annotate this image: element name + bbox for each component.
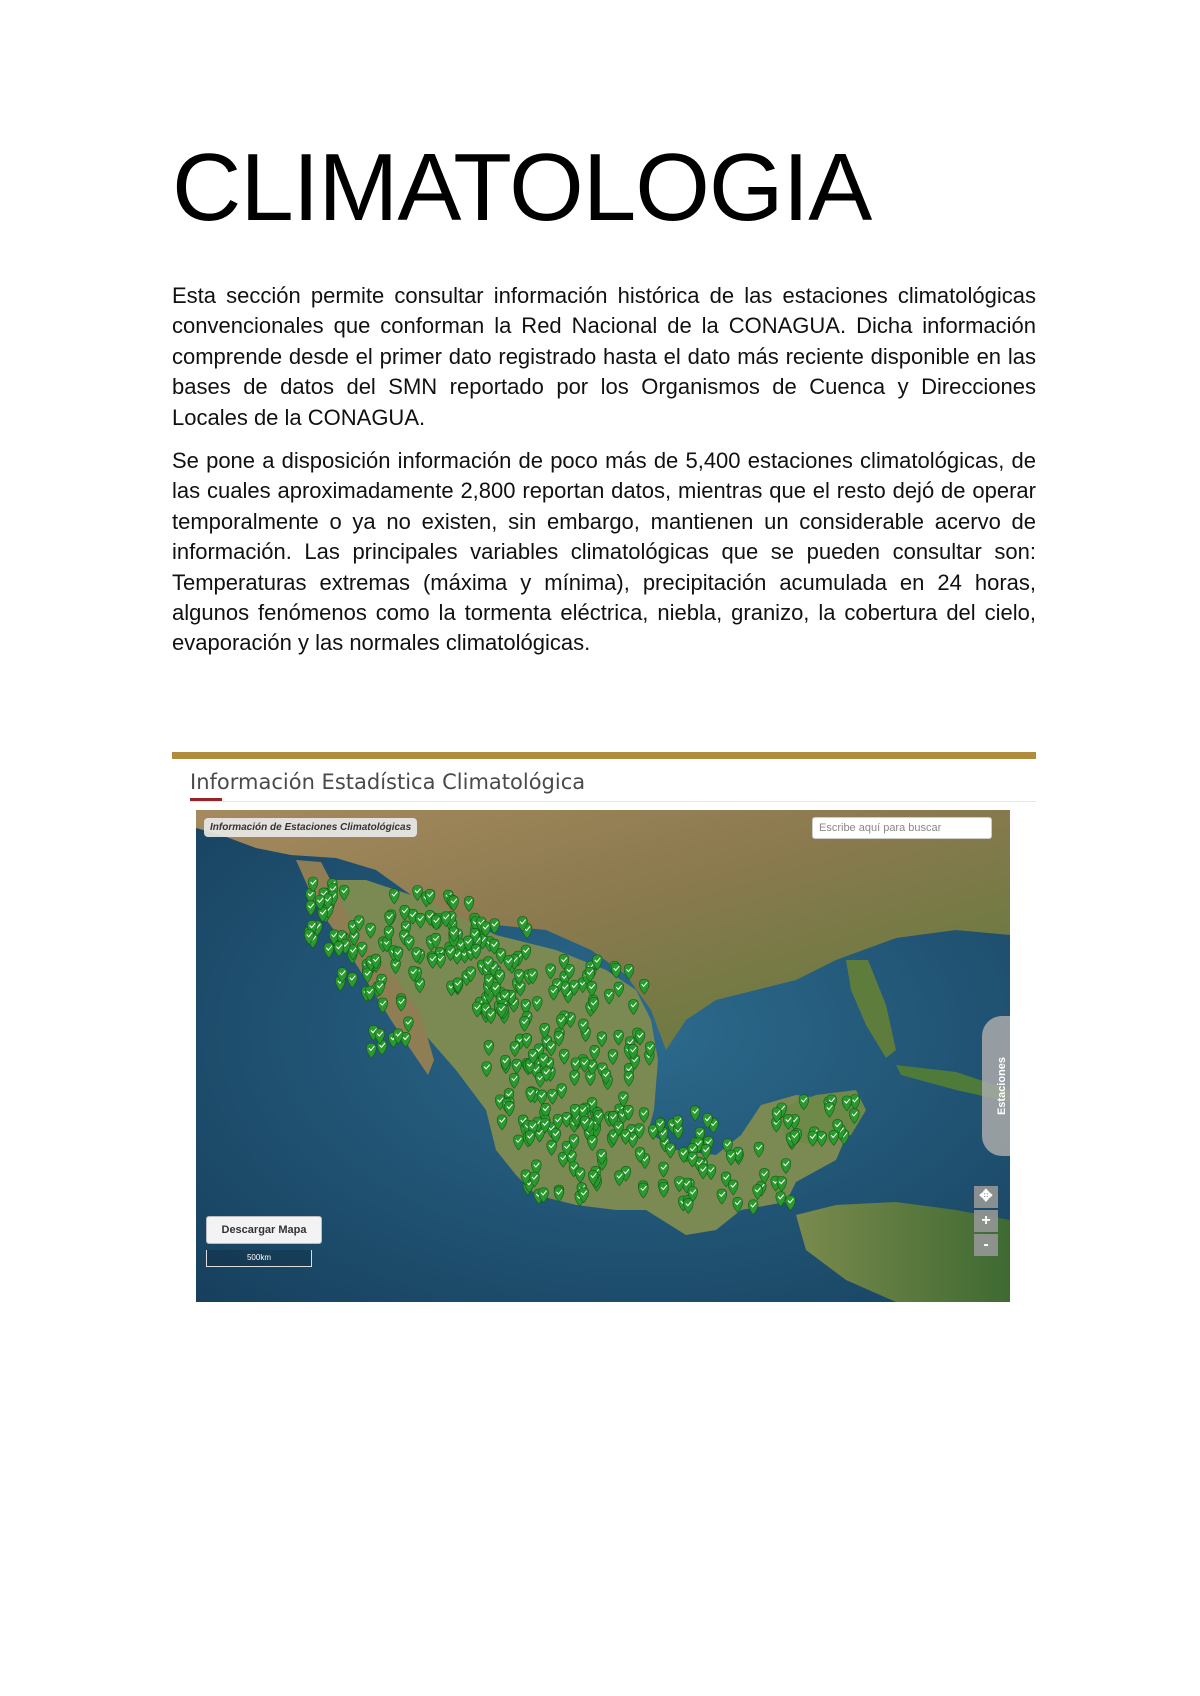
header-divider	[190, 801, 1036, 802]
zoom-in-button[interactable]: +	[974, 1210, 998, 1232]
map-zoom-controls	[974, 1186, 998, 1258]
map-panel-label: Información de Estaciones Climatológicas	[204, 818, 417, 837]
stations-map[interactable]	[196, 810, 1010, 1302]
download-map-button[interactable]: Descargar Mapa	[206, 1216, 322, 1244]
stations-side-tab[interactable]	[982, 1016, 1010, 1156]
zoom-out-button[interactable]: -	[974, 1234, 998, 1256]
map-search-input[interactable]	[812, 817, 992, 839]
intro-paragraph: Esta sección permite consultar información histórica de las estaciones climatológicas convencionales que conforman la Red Nacional de la CONAGUA. Dicha información comprende desde el primer dato registrado hasta el dato más reciente disponible en las bases de datos del SMN reportado por los Organismos de Cuenca y Direcciones Locales de la CONAGUA.	[172, 283, 1036, 430]
figure-header-title: Información Estadística Climatológica	[190, 770, 586, 794]
page-title: CLIMATOLOGIA	[172, 134, 872, 241]
move-arrows-icon[interactable]: ✥	[974, 1186, 998, 1208]
stations-tab-label: Estaciones	[996, 1056, 1008, 1116]
scale-bar: 500km	[206, 1250, 312, 1267]
header-accent-bar	[172, 752, 1036, 759]
map-screenshot-figure	[172, 752, 1036, 1304]
details-paragraph: Se pone a disposición información de poco más de 5,400 estaciones climatológicas, de las cuales aproximadamente 2,800 reportan datos, mientras que el resto dejó de operar temporalmente o ya no existen, sin embargo, mantienen un considerable acervo de información. Las principales variables climatológicas que se pueden consultar son: Temperaturas extremas (máxima y mínima), precipitación acumulada en 24 horas, algunos fenómenos como la tormenta eléctrica, niebla, granizo, la cobertura del cielo, evaporación y las normales climatológicas.	[172, 448, 1036, 656]
